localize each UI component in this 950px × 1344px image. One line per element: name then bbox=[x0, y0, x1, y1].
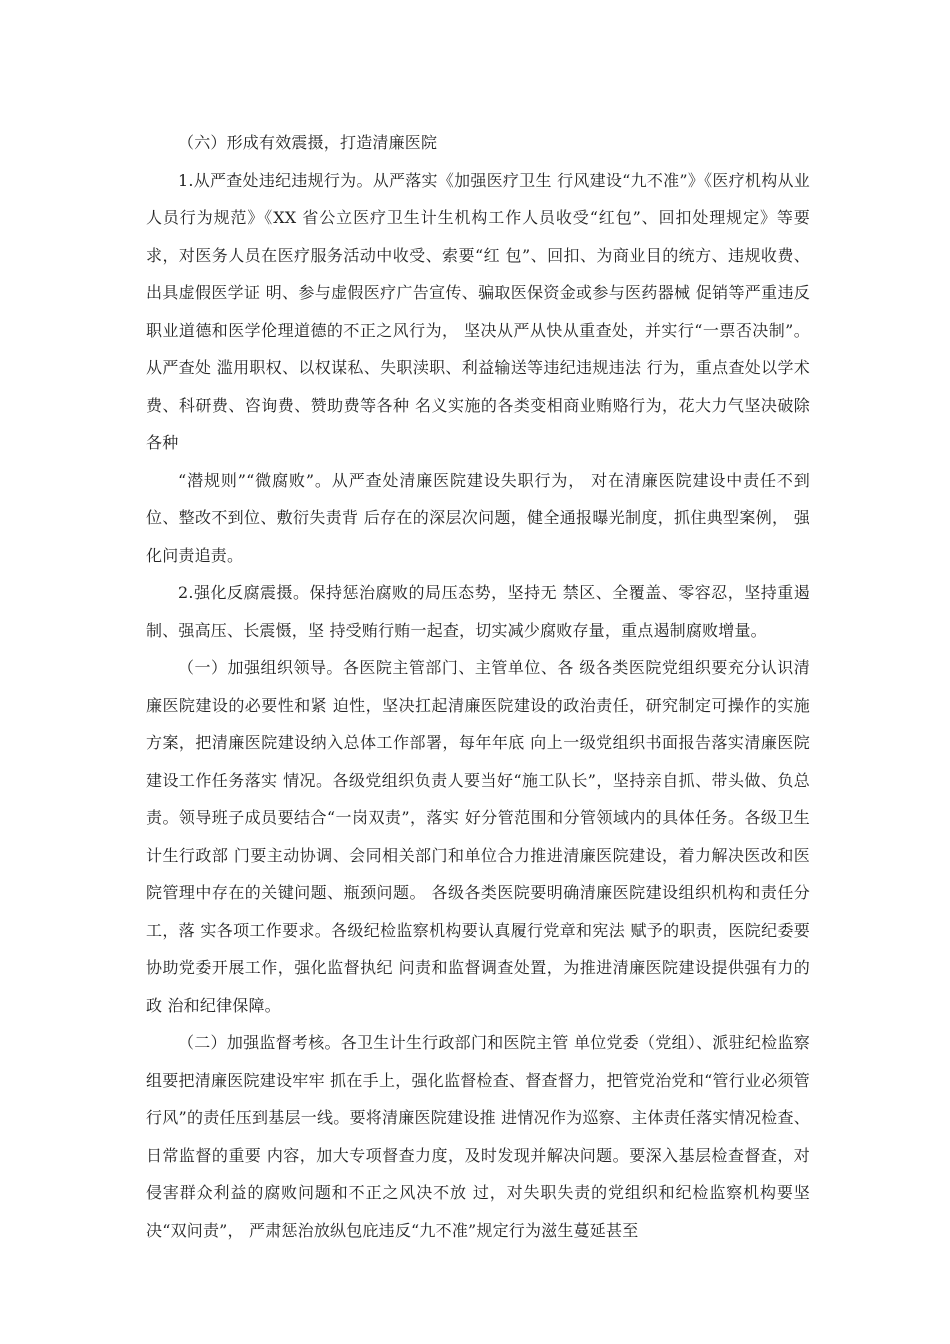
paragraph-anti-corruption-deterrence: 2.强化反腐震摄。保持惩治腐败的局压态势，坚持无 禁区、全覆盖、零容忍，坚持重遏制、强高压、长震慑，坚 持受贿行贿一起查，切实减少腐败存量，重点遏制腐败增量。 bbox=[146, 583, 810, 640]
paragraph-investigate-violations: 1.从严查处违纪违规行为。从严落实《加强医疗卫生 行风建设“九不准”》《医疗机构从业人员行为规范》《XX 省公立医疗卫生计生机构工作人员收受“红包”、回扣处理规定》等要求，对医务人员在医疗服务活动中收受、索要“红 包”、回扣、为商业目的统方、违规收费、出具虚假医学证 明、参与虚假医疗广告宣传、骗取医保资金或参与医药器械 促销等严重违反职业道德和医学伦理道德的不正之风行为， 坚决从严从快从重查处，并实行“一票否决制”。从严查处 滥用职权、以权谋私、失职渎职、利益输送等违纪违规违法 行为，重点查处以学术费、科研费、咨询费、赞助费等各种 名义实施的各类变相商业贿赂行为，花大力气坚决破除各种 bbox=[146, 170, 810, 452]
section-heading: （六）形成有效震摄，打造清廉医院 bbox=[178, 133, 438, 152]
paragraph-organizational-leadership: （一）加强组织领导。各医院主管部门、主管单位、各 级各类医院党组织要充分认识清廉医院建设的必要性和紧 迫性，坚决扛起清廉医院建设的政治责任，研究制定可操作的实施方案，把清廉医院建设纳入总体工作部署，每年年底 向上一级党组织书面报告落实清廉医院建设工作任务落实 情况。各级党组织负责人要当好“施工队长”，坚持亲自抓、带头做、负总责。领导班子成员要结合“一岗双责”，落实 好分管范围和分管领域内的具体任务。各级卫生计生行政部 门要主动协调、会同相关部门和单位合力推进清廉医院建设，着力解决医改和医院管理中存在的关键问题、瓶颈问题。 各级各类医院要明确清廉医院建设组织机构和责任分工，落 实各项工作要求。各级纪检监察机构要认真履行党章和宪法 赋予的职责，医院纪委要协助党委开展工作，强化监督执纪 问责和监督调查处置，为推进清廉医院建设提供强有力的政 治和纪律保障。 bbox=[146, 658, 810, 1015]
paragraph-hidden-rules: “潜规则”“微腐败”。从严查处清廉医院建设失职行为， 对在清廉医院建设中责任不到位、整改不到位、敷衍失责背 后存在的深层次问题，健全通报曝光制度，抓住典型案例， 强化问责追责。 bbox=[146, 470, 810, 565]
document-body bbox=[146, 124, 810, 1249]
paragraph-supervision-assessment: （二）加强监督考核。各卫生计生行政部门和医院主管 单位党委（党组）、派驻纪检监察组要把清廉医院建设牢牢 抓在手上，强化监督检查、督查督力，把管党治党和“管行业必须管行风”的责任压到基层一线。要将清廉医院建设推 进情况作为巡察、主体责任落实情况检查、日常监督的重要 内容，加大专项督查力度，及时发现并解决问题。要深入基层检查督查，对侵害群众利益的腐败问题和不正之风决不放 过，对失职失责的党组织和纪检监察机构要坚决“双问责”， 严肃惩治放纵包庇违反“九不准”规定行为滋生蔓延甚至 bbox=[146, 1033, 810, 1240]
